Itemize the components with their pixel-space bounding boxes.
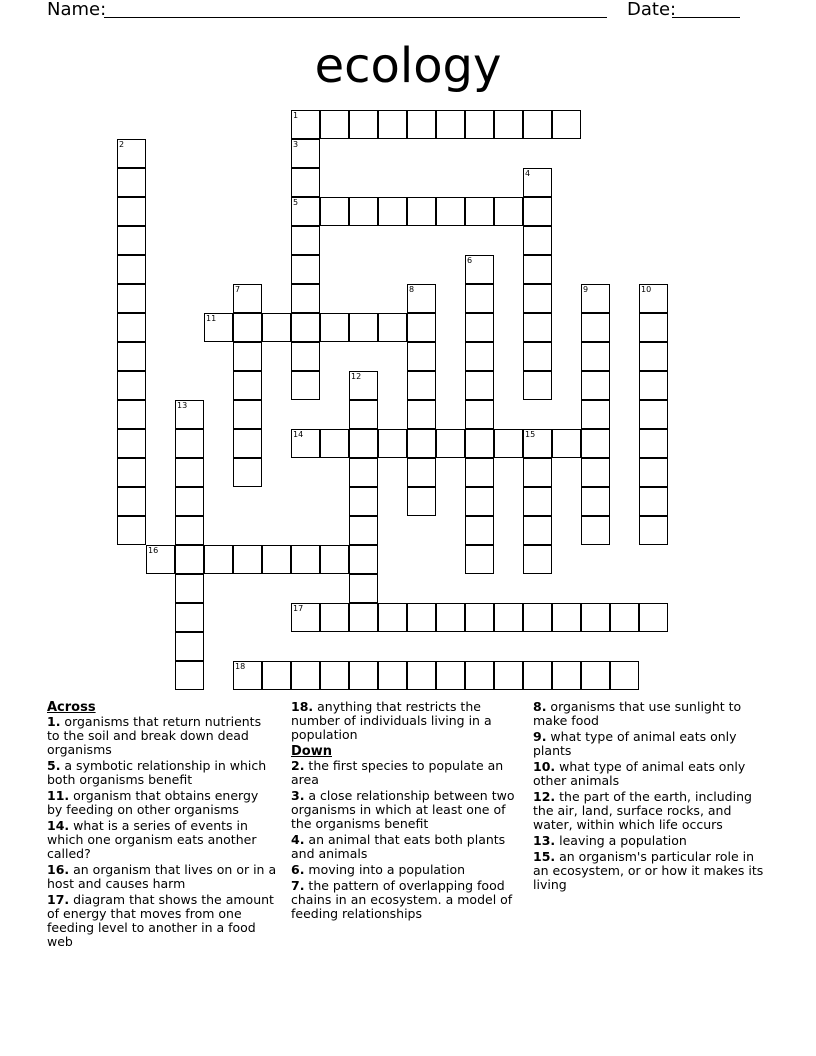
- crossword-cell[interactable]: [407, 371, 436, 400]
- clue-text: organisms that return nutrients to the soil and break down dead organisms: [47, 714, 262, 757]
- page-title: ecology: [314, 38, 502, 94]
- clue-item: [47, 715, 277, 757]
- crossword-cell[interactable]: [407, 313, 436, 342]
- crossword-cell[interactable]: [291, 313, 320, 342]
- crossword-cell[interactable]: [581, 400, 610, 429]
- clue-number: 18.: [291, 699, 314, 714]
- crossword-cell[interactable]: [494, 110, 523, 139]
- crossword-cell[interactable]: [465, 516, 494, 545]
- crossword-cell[interactable]: [320, 197, 349, 226]
- crossword-cell[interactable]: [320, 603, 349, 632]
- crossword-cell[interactable]: [581, 661, 610, 690]
- clue-number: 4.: [291, 832, 305, 847]
- crossword-cell[interactable]: [465, 284, 494, 313]
- crossword-cell[interactable]: [117, 197, 146, 226]
- cell-number: 17: [293, 604, 304, 613]
- crossword-cell[interactable]: [175, 400, 204, 429]
- clue-item: [47, 759, 277, 787]
- across-heading: Across: [47, 700, 96, 715]
- cell-number: 9: [583, 285, 589, 294]
- clue-number: 2.: [291, 758, 305, 773]
- crossword-cell[interactable]: [581, 313, 610, 342]
- crossword-cell[interactable]: [117, 313, 146, 342]
- crossword-cell[interactable]: [175, 516, 204, 545]
- crossword-cell[interactable]: [465, 400, 494, 429]
- crossword-cell[interactable]: [320, 661, 349, 690]
- crossword-cell[interactable]: [494, 197, 523, 226]
- crossword-cell[interactable]: [349, 429, 378, 458]
- crossword-cell[interactable]: [175, 661, 204, 690]
- crossword-cell[interactable]: [523, 458, 552, 487]
- clue-number: 10.: [533, 759, 556, 774]
- clue-number: 1.: [47, 714, 61, 729]
- clue-item: [291, 759, 523, 787]
- clue-text: anything that restricts the number of individuals living in a population: [291, 699, 492, 742]
- clue-number: 14.: [47, 818, 70, 833]
- clue-item: [291, 863, 523, 877]
- crossword-cell[interactable]: [465, 545, 494, 574]
- crossword-cell[interactable]: [378, 603, 407, 632]
- crossword-cell[interactable]: [117, 429, 146, 458]
- crossword-cell[interactable]: [494, 661, 523, 690]
- crossword-cell[interactable]: [349, 545, 378, 574]
- clue-item: [533, 730, 765, 758]
- clue-number: 13.: [533, 833, 556, 848]
- cell-number: 4: [525, 169, 531, 178]
- crossword-cell[interactable]: [436, 661, 465, 690]
- crossword-cell[interactable]: [233, 342, 262, 371]
- crossword-cell[interactable]: [291, 110, 320, 139]
- crossword-cell[interactable]: [204, 313, 233, 342]
- crossword-cell[interactable]: [320, 110, 349, 139]
- clue-text: an animal that eats both plants and animals: [291, 832, 506, 861]
- crossword-cell[interactable]: [262, 661, 291, 690]
- crossword-cell[interactable]: [610, 603, 639, 632]
- crossword-cell[interactable]: [523, 168, 552, 197]
- cell-number: 2: [119, 140, 125, 149]
- crossword-cell[interactable]: [465, 255, 494, 284]
- crossword-cell[interactable]: [407, 400, 436, 429]
- clue-text: an organism that lives on or in a host and causes harm: [47, 862, 277, 891]
- crossword-cell[interactable]: [117, 168, 146, 197]
- crossword-cell[interactable]: [233, 284, 262, 313]
- crossword-cell[interactable]: [407, 284, 436, 313]
- cell-number: 16: [148, 546, 159, 555]
- clue-text: an organism's particular role in an ecosystem, or or how it makes its living: [533, 849, 764, 892]
- clue-text: what is a series of events in which one organism eats another called?: [47, 818, 257, 861]
- crossword-cell[interactable]: [378, 110, 407, 139]
- crossword-cell[interactable]: [117, 400, 146, 429]
- crossword-cell[interactable]: [407, 603, 436, 632]
- crossword-cell[interactable]: [523, 487, 552, 516]
- cell-number: 14: [293, 430, 304, 439]
- crossword-cell[interactable]: [349, 400, 378, 429]
- crossword-cell[interactable]: [117, 458, 146, 487]
- crossword-cell[interactable]: [523, 429, 552, 458]
- clue-item: [47, 893, 277, 949]
- crossword-cell[interactable]: [291, 226, 320, 255]
- crossword-cell[interactable]: [349, 458, 378, 487]
- crossword-cell[interactable]: [436, 603, 465, 632]
- clue-text: what type of animal eats only other animals: [533, 759, 746, 788]
- crossword-cell[interactable]: [523, 226, 552, 255]
- cell-number: 3: [293, 140, 299, 149]
- crossword-cell[interactable]: [175, 487, 204, 516]
- crossword-cell[interactable]: [291, 545, 320, 574]
- crossword-cell[interactable]: [320, 545, 349, 574]
- crossword-cell[interactable]: [117, 342, 146, 371]
- clue-item: [291, 789, 523, 831]
- crossword-cell[interactable]: [523, 661, 552, 690]
- crossword-cell[interactable]: [117, 139, 146, 168]
- cell-number: 7: [235, 285, 241, 294]
- cell-number: 5: [293, 198, 299, 207]
- crossword-cell[interactable]: [465, 342, 494, 371]
- cell-number: 6: [467, 256, 473, 265]
- crossword-cell[interactable]: [117, 226, 146, 255]
- clue-number: 15.: [533, 849, 556, 864]
- clue-text: organisms that use sunlight to make food: [533, 699, 742, 728]
- crossword-cell[interactable]: [523, 545, 552, 574]
- crossword-cell[interactable]: [117, 255, 146, 284]
- crossword-cell[interactable]: [581, 516, 610, 545]
- crossword-cell[interactable]: [581, 603, 610, 632]
- crossword-cell[interactable]: [552, 603, 581, 632]
- crossword-cell[interactable]: [523, 284, 552, 313]
- crossword-cell[interactable]: [291, 197, 320, 226]
- crossword-cell[interactable]: [262, 545, 291, 574]
- crossword-cell[interactable]: [175, 458, 204, 487]
- clue-number: 11.: [47, 788, 70, 803]
- clue-item: [533, 834, 765, 848]
- cell-number: 1: [293, 111, 299, 120]
- crossword-cell[interactable]: [378, 313, 407, 342]
- crossword-cell[interactable]: [494, 603, 523, 632]
- crossword-cell[interactable]: [175, 574, 204, 603]
- clue-text: diagram that shows the amount of energy that moves from one feeding level to another in a food web: [47, 892, 274, 949]
- down-heading: Down: [291, 744, 332, 759]
- crossword-cell[interactable]: [552, 661, 581, 690]
- crossword-cell[interactable]: [349, 603, 378, 632]
- crossword-cell[interactable]: [581, 371, 610, 400]
- clue-item: [291, 833, 523, 861]
- crossword-cell[interactable]: [146, 545, 175, 574]
- clue-item: [291, 700, 523, 742]
- cell-number: 11: [206, 314, 217, 323]
- crossword-cell[interactable]: [117, 371, 146, 400]
- crossword-cell[interactable]: [233, 429, 262, 458]
- clue-item: [533, 760, 765, 788]
- crossword-cell[interactable]: [233, 458, 262, 487]
- cell-number: 8: [409, 285, 415, 294]
- crossword-cell[interactable]: [175, 545, 204, 574]
- crossword-cell[interactable]: [523, 313, 552, 342]
- cell-number: 13: [177, 401, 188, 410]
- clue-text: what type of animal eats only plants: [533, 729, 737, 758]
- crossword-cell[interactable]: [291, 255, 320, 284]
- crossword-cell[interactable]: [233, 400, 262, 429]
- crossword-cell[interactable]: [552, 429, 581, 458]
- crossword-cell[interactable]: [552, 110, 581, 139]
- crossword-cell[interactable]: [175, 632, 204, 661]
- crossword-cell[interactable]: [407, 458, 436, 487]
- crossword-cell[interactable]: [291, 371, 320, 400]
- crossword-cell[interactable]: [291, 284, 320, 313]
- crossword-cell[interactable]: [407, 342, 436, 371]
- crossword-cell[interactable]: [291, 429, 320, 458]
- crossword-cell[interactable]: [523, 255, 552, 284]
- crossword-cell[interactable]: [465, 197, 494, 226]
- crossword-cell[interactable]: [291, 342, 320, 371]
- clue-item: [47, 819, 277, 861]
- crossword-cell[interactable]: [639, 516, 668, 545]
- cell-number: 12: [351, 372, 362, 381]
- crossword-cell[interactable]: [639, 284, 668, 313]
- crossword-cell[interactable]: [349, 661, 378, 690]
- clue-text: the pattern of overlapping food chains in an ecosystem. a model of feeding relationships: [291, 878, 513, 921]
- crossword-cell[interactable]: [291, 603, 320, 632]
- crossword-cell[interactable]: [639, 603, 668, 632]
- crossword-cell[interactable]: [291, 139, 320, 168]
- clue-number: 16.: [47, 862, 70, 877]
- crossword-cell[interactable]: [465, 458, 494, 487]
- crossword-cell[interactable]: [639, 371, 668, 400]
- date-label: Date:: [627, 0, 677, 20]
- clue-number: 3.: [291, 788, 305, 803]
- crossword-cell[interactable]: [407, 429, 436, 458]
- crossword-cell[interactable]: [465, 603, 494, 632]
- name-label: Name:: [47, 0, 107, 20]
- cell-number: 15: [525, 430, 536, 439]
- clue-text: leaving a population: [555, 833, 687, 848]
- clue-number: 12.: [533, 789, 556, 804]
- crossword-cell[interactable]: [349, 110, 378, 139]
- clue-column-1: [47, 700, 277, 951]
- crossword-cell[interactable]: [465, 487, 494, 516]
- clue-item: [533, 790, 765, 832]
- crossword-cell[interactable]: [639, 342, 668, 371]
- crossword-cell[interactable]: [378, 429, 407, 458]
- crossword-cell[interactable]: [175, 429, 204, 458]
- crossword-cell[interactable]: [639, 429, 668, 458]
- crossword-cell[interactable]: [407, 487, 436, 516]
- clue-text: moving into a population: [304, 862, 466, 877]
- crossword-cell[interactable]: [378, 197, 407, 226]
- crossword-cell[interactable]: [233, 371, 262, 400]
- crossword-cell[interactable]: [465, 313, 494, 342]
- crossword-cell[interactable]: [436, 197, 465, 226]
- cell-number: 10: [641, 285, 652, 294]
- clue-number: 6.: [291, 862, 305, 877]
- crossword-cell[interactable]: [233, 313, 262, 342]
- crossword-cell[interactable]: [204, 545, 233, 574]
- crossword-cell[interactable]: [349, 574, 378, 603]
- crossword-cell[interactable]: [465, 110, 494, 139]
- crossword-cell[interactable]: [320, 429, 349, 458]
- clue-number: 7.: [291, 878, 305, 893]
- crossword-cell[interactable]: [320, 313, 349, 342]
- crossword-cell[interactable]: [639, 313, 668, 342]
- crossword-cell[interactable]: [523, 342, 552, 371]
- clue-item: [291, 879, 523, 921]
- crossword-cell[interactable]: [349, 313, 378, 342]
- crossword-cell[interactable]: [581, 487, 610, 516]
- crossword-cell[interactable]: [523, 197, 552, 226]
- crossword-cell[interactable]: [436, 429, 465, 458]
- clue-item: [47, 863, 277, 891]
- cell-number: 18: [235, 662, 246, 671]
- crossword-cell[interactable]: [349, 487, 378, 516]
- crossword-cell[interactable]: [407, 110, 436, 139]
- crossword-cell[interactable]: [291, 168, 320, 197]
- crossword-cell[interactable]: [349, 197, 378, 226]
- clue-text: a close relationship between two organisms in which at least one of the organisms benefit: [291, 788, 515, 831]
- clue-text: the first species to populate an area: [291, 758, 504, 787]
- crossword-cell[interactable]: [581, 429, 610, 458]
- crossword-cell[interactable]: [233, 545, 262, 574]
- crossword-cell[interactable]: [523, 516, 552, 545]
- crossword-cell[interactable]: [436, 110, 465, 139]
- crossword-cell[interactable]: [465, 371, 494, 400]
- crossword-cell[interactable]: [523, 603, 552, 632]
- crossword-cell[interactable]: [465, 429, 494, 458]
- clue-number: 9.: [533, 729, 547, 744]
- crossword-cell[interactable]: [639, 400, 668, 429]
- crossword-cell[interactable]: [610, 661, 639, 690]
- clue-item: [533, 850, 765, 892]
- crossword-cell[interactable]: [349, 371, 378, 400]
- crossword-cell[interactable]: [523, 110, 552, 139]
- crossword-cell[interactable]: [639, 487, 668, 516]
- crossword-cell[interactable]: [407, 661, 436, 690]
- crossword-cell[interactable]: [378, 661, 407, 690]
- crossword-cell[interactable]: [581, 342, 610, 371]
- clue-item: [47, 789, 277, 817]
- clue-column-3: [533, 700, 765, 894]
- crossword-cell[interactable]: [407, 197, 436, 226]
- crossword-cell[interactable]: [581, 458, 610, 487]
- crossword-cell[interactable]: [639, 458, 668, 487]
- clue-number: 17.: [47, 892, 70, 907]
- crossword-cell[interactable]: [117, 487, 146, 516]
- clue-text: the part of the earth, including the air, land, surface rocks, and water, within which life occurs: [533, 789, 752, 832]
- crossword-cell[interactable]: [494, 429, 523, 458]
- crossword-cell[interactable]: [349, 516, 378, 545]
- crossword-cell[interactable]: [523, 371, 552, 400]
- clue-column-2: [291, 700, 523, 923]
- clue-number: 8.: [533, 699, 547, 714]
- crossword-cell[interactable]: [262, 313, 291, 342]
- crossword-cell[interactable]: [233, 661, 262, 690]
- crossword-cell[interactable]: [117, 516, 146, 545]
- clue-number: 5.: [47, 758, 61, 773]
- clue-item: [533, 700, 765, 728]
- crossword-cell[interactable]: [581, 284, 610, 313]
- crossword-cell[interactable]: [465, 661, 494, 690]
- clue-text: organism that obtains energy by feeding on other organisms: [47, 788, 259, 817]
- crossword-cell[interactable]: [175, 603, 204, 632]
- crossword-cell[interactable]: [117, 284, 146, 313]
- clue-text: a symbotic relationship in which both organisms benefit: [47, 758, 267, 787]
- crossword-cell[interactable]: [291, 661, 320, 690]
